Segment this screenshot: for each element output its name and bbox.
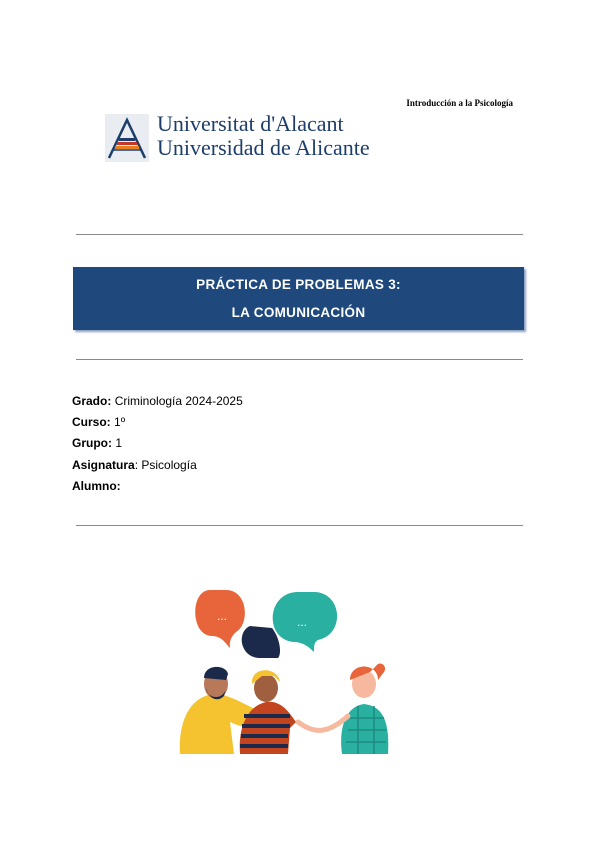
divider-bottom (76, 525, 523, 526)
right-bubble-dots: ... (296, 615, 308, 629)
alumno-label: Alumno: (72, 478, 121, 493)
student-info (72, 391, 243, 497)
speech-bubble-dark-icon (242, 626, 280, 658)
curso-value: 1º (114, 415, 126, 430)
info-row-asignatura (72, 455, 243, 476)
title-banner (73, 267, 524, 330)
header-course-title: Introducción a la Psicología (406, 98, 513, 108)
grupo-value: 1 (115, 436, 123, 451)
university-name-spanish: Universidad de Alicante (157, 135, 370, 160)
divider-middle (76, 359, 523, 360)
grupo-label: Grupo: (72, 436, 112, 451)
curso-label: Curso: (72, 415, 111, 430)
asignatura-value: Psicología (141, 457, 197, 472)
grado-label: Grado: (72, 394, 112, 408)
university-logo (105, 112, 375, 164)
info-row-curso (72, 412, 243, 433)
banner-title-line1: PRÁCTICA DE PROBLEMAS 3: (196, 277, 401, 292)
university-emblem-icon (105, 114, 149, 162)
divider-top (76, 234, 523, 235)
person-right-arm (298, 716, 348, 730)
university-name-valencian: Universitat d'Alacant (157, 111, 344, 136)
left-bubble-dots: ... (216, 609, 228, 623)
banner-title-line2: LA COMUNICACIÓN (231, 305, 366, 320)
communication-illustration (178, 588, 408, 754)
info-row-alumno (72, 476, 243, 497)
asignatura-separator: : (134, 457, 139, 472)
info-row-grado (72, 391, 243, 412)
person-right-body (341, 704, 388, 754)
asignatura-label: Asignatura (72, 457, 135, 472)
grado-value: Criminología 2024-2025 (114, 394, 243, 408)
info-row-grupo (72, 433, 243, 454)
